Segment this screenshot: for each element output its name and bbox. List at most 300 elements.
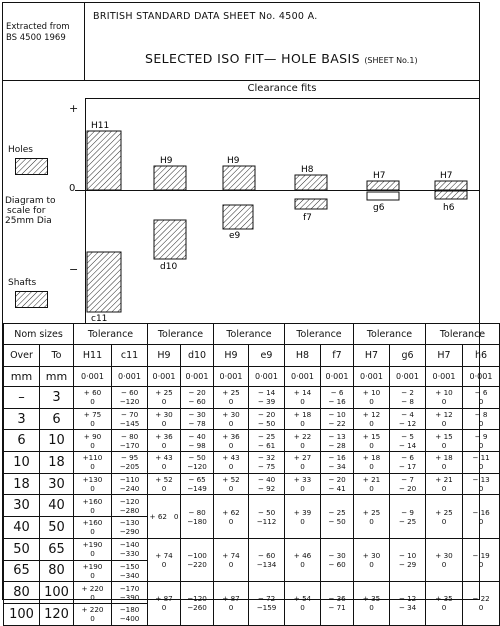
tolerance-value: + 30 0 <box>435 551 453 569</box>
tolerance-value: − 25 − 61 <box>257 431 276 450</box>
col-g6: g6 <box>390 345 426 367</box>
tolerance-cell <box>463 452 500 474</box>
over-cell: 18 <box>4 473 40 495</box>
unit-cell: 0·001 <box>74 367 112 387</box>
tolerance-value: − 6 − 16 <box>328 388 346 407</box>
col-h6: h6 <box>463 345 500 367</box>
tolerance-cell <box>74 452 112 474</box>
tolerance-cell <box>354 408 390 430</box>
tolerance-cell <box>426 473 463 495</box>
col-H9b: H9 <box>214 345 249 367</box>
to-cell: 100 <box>40 582 74 604</box>
tolerance-cell <box>390 387 426 409</box>
tolerance-cell <box>181 495 214 538</box>
tolerance-value: − 5 − 14 <box>398 431 417 450</box>
tolerance-cell <box>463 408 500 430</box>
tolerance-cell <box>148 538 181 581</box>
tolerance-value: + 75 0 <box>83 410 102 429</box>
col-H7b: H7 <box>426 345 463 367</box>
over-cell: 80 <box>4 582 40 604</box>
tolerance-cell <box>463 495 500 538</box>
tolerance-value: + 52 0 <box>222 475 240 494</box>
tolerance-cell <box>321 430 354 452</box>
tolerance-cell <box>463 538 500 581</box>
plus-sign: + <box>69 102 79 115</box>
tolerance-value: + 10 0 <box>435 388 453 407</box>
to-cell: 3 <box>40 387 74 409</box>
tolerance-cell <box>74 408 112 430</box>
tolerance-cell <box>148 473 181 495</box>
table-row <box>4 582 500 604</box>
tolerance-value: + 15 0 <box>435 431 453 450</box>
tolerance-cell <box>426 495 463 538</box>
tolerance-value: +190 0 <box>82 540 103 559</box>
tolerance-value: + 18 0 <box>293 410 312 429</box>
tolerance-value: −180 −400 <box>119 605 140 624</box>
col-f7: f7 <box>321 345 354 367</box>
tolerance-cell <box>321 582 354 625</box>
tolerance-cell <box>463 473 500 495</box>
tolerance-cell <box>354 473 390 495</box>
tolerance-value: + 46 0 <box>293 551 312 569</box>
tolerance-cell <box>74 387 112 409</box>
bar-c11 <box>87 252 121 312</box>
tolerance-cell <box>285 495 321 538</box>
table-row <box>4 538 500 560</box>
to-cell: 30 <box>40 473 74 495</box>
tolerance-header-3: Tolerance <box>214 324 285 345</box>
header-row-1 <box>4 324 500 345</box>
tolerance-value: + 10 0 <box>362 388 381 407</box>
tolerance-value: + 30 0 <box>222 410 240 429</box>
zero-label: 0 <box>69 183 76 194</box>
sheet-number: (SHEET No.1) <box>364 56 418 65</box>
tolerance-value: + 25 0 <box>362 507 381 526</box>
tolerance-cell <box>285 473 321 495</box>
unit-cell: 0·001 <box>463 367 500 387</box>
tolerance-header-1: Tolerance <box>74 324 148 345</box>
tolerance-cell <box>214 495 249 538</box>
tolerance-value: −110 −240 <box>119 475 140 494</box>
tolerance-cell <box>181 387 214 409</box>
tolerance-cell <box>249 452 285 474</box>
tolerance-value: − 20 − 41 <box>328 475 346 494</box>
extract-line-1: Extracted from <box>6 22 70 32</box>
tolerance-value: +160 0 <box>82 496 103 515</box>
unit-cell: 0·001 <box>285 367 321 387</box>
tolerance-cell <box>181 473 214 495</box>
table-row <box>4 495 500 517</box>
tolerance-header-4: Tolerance <box>285 324 354 345</box>
table-row <box>4 408 500 430</box>
over-cell: 10 <box>4 452 40 474</box>
tolerance-value: − 80 −180 <box>187 507 207 526</box>
tolerance-value: + 60 0 <box>83 388 102 407</box>
tolerance-value: − 72 −159 <box>256 594 277 613</box>
tolerance-cell <box>74 538 112 560</box>
tolerance-value: + 12 0 <box>362 410 381 429</box>
tolerance-value: − 4 − 12 <box>398 410 417 429</box>
tolerance-cell <box>74 517 112 539</box>
bar-H9a <box>154 166 186 190</box>
tolerance-cell <box>463 582 500 625</box>
to-cell: 120 <box>40 603 74 625</box>
tolerance-cell <box>148 387 181 409</box>
table-row <box>4 387 500 409</box>
tolerance-value: + 30 0 <box>155 410 173 429</box>
mm-to: mm <box>40 367 74 387</box>
tolerance-cell <box>426 582 463 625</box>
tolerance-value: − 6 0 <box>474 388 488 407</box>
over-cell: 3 <box>4 408 40 430</box>
table-row <box>4 430 500 452</box>
tolerance-cell <box>74 560 112 582</box>
tolerance-cell <box>148 452 181 474</box>
tolerance-cell <box>285 430 321 452</box>
tolerance-cell <box>285 387 321 409</box>
tolerance-cell <box>390 495 426 538</box>
tolerance-value: + 30 0 <box>362 551 381 569</box>
tolerance-cell <box>181 430 214 452</box>
tolerance-cell <box>249 582 285 625</box>
tolerance-cell <box>390 473 426 495</box>
tolerance-value: −170 −390 <box>119 583 140 602</box>
tolerance-value: −150 −340 <box>119 561 140 580</box>
diagram-note-1: Diagram to <box>5 196 56 206</box>
tolerance-cell <box>112 473 148 495</box>
tolerance-cell <box>214 408 249 430</box>
tolerance-table <box>3 323 500 626</box>
diagram-note-2: scale for <box>7 206 46 216</box>
extract-note <box>3 3 85 80</box>
label-H8: H8 <box>301 165 314 175</box>
tolerance-value: +110 0 <box>82 453 103 472</box>
tolerance-cell <box>426 430 463 452</box>
bar-f7 <box>295 199 327 209</box>
tolerance-cell <box>426 387 463 409</box>
over-cell: 40 <box>4 517 40 539</box>
tolerance-cell <box>285 408 321 430</box>
to-cell: 6 <box>40 408 74 430</box>
tolerance-cell <box>148 495 181 538</box>
unit-cell: 0·001 <box>112 367 148 387</box>
tolerance-cell <box>112 603 148 625</box>
tolerance-cell <box>74 582 112 604</box>
tolerance-value: + 52 0 <box>155 475 173 494</box>
tolerance-value: + 220 0 <box>81 605 104 624</box>
tolerance-value: +130 0 <box>82 475 103 494</box>
to-cell: 50 <box>40 517 74 539</box>
tolerance-cell <box>321 387 354 409</box>
tolerance-value: + 90 0 <box>83 431 102 450</box>
tolerance-value: + 18 0 <box>435 453 453 472</box>
tolerance-cell <box>214 538 249 581</box>
to-cell: 40 <box>40 495 74 517</box>
tolerance-cell <box>249 408 285 430</box>
tolerance-value: + 25 0 <box>155 388 173 407</box>
tolerance-value: + 220 0 <box>81 583 104 602</box>
bar-d10 <box>154 220 186 259</box>
tolerance-cell <box>112 452 148 474</box>
label-c11: c11 <box>91 314 108 324</box>
tolerance-cell <box>112 408 148 430</box>
sheet-header <box>85 3 479 66</box>
over-cell: 50 <box>4 538 40 560</box>
tolerance-cell <box>112 582 148 604</box>
tolerance-value: + 33 0 <box>293 475 312 494</box>
col-H7a: H7 <box>354 345 390 367</box>
col-c11: c11 <box>112 345 148 367</box>
tolerance-cell <box>390 430 426 452</box>
unit-cell: 0·001 <box>321 367 354 387</box>
tolerance-cell <box>214 387 249 409</box>
tolerance-value: +160 0 <box>82 518 103 537</box>
tolerance-cell <box>214 473 249 495</box>
data-sheet <box>2 2 493 624</box>
bar-H7b <box>435 181 467 190</box>
bar-h6 <box>435 191 467 199</box>
clearance-fits-title: Clearance fits <box>247 83 317 94</box>
unit-cell: 0·001 <box>181 367 214 387</box>
tolerance-cell <box>390 452 426 474</box>
tolerance-cell <box>321 473 354 495</box>
tolerance-value: − 30 − 78 <box>188 410 206 429</box>
label-H11: H11 <box>91 121 110 131</box>
tolerance-cell <box>74 495 112 517</box>
tolerance-value: + 27 0 <box>293 453 312 472</box>
unit-cell: 0·001 <box>148 367 181 387</box>
tolerance-value: + 25 0 <box>222 388 240 407</box>
over-cell: 30 <box>4 495 40 517</box>
to-cell: 65 <box>40 538 74 560</box>
tolerance-cell <box>74 473 112 495</box>
tolerance-value: − 14 − 39 <box>257 388 276 407</box>
tolerance-value: − 9 0 <box>474 431 488 450</box>
holes-label: Holes <box>8 145 34 155</box>
units-row <box>4 367 500 387</box>
col-H9a: H9 <box>148 345 181 367</box>
tolerance-value: + 22 0 <box>293 431 312 450</box>
tolerance-cell <box>463 430 500 452</box>
tolerance-value: + 62 0 <box>149 512 179 522</box>
tolerance-cell <box>354 495 390 538</box>
col-d10: d10 <box>181 345 214 367</box>
col-e9: e9 <box>249 345 285 367</box>
standard-number: BRITISH STANDARD DATA SHEET No. 4500 A. <box>93 11 318 22</box>
tolerance-header-2: Tolerance <box>148 324 214 345</box>
tolerance-value: − 13 − 28 <box>328 431 346 450</box>
nom-sizes-header: Nom sizes <box>4 324 74 345</box>
tolerance-value: − 20 − 50 <box>257 410 276 429</box>
tolerance-cell <box>321 495 354 538</box>
tolerance-cell <box>390 408 426 430</box>
tolerance-cell <box>390 582 426 625</box>
tolerance-cell <box>426 408 463 430</box>
tolerance-value: + 35 0 <box>435 594 453 613</box>
tolerance-value: − 8 0 <box>474 410 488 429</box>
tolerance-value: − 16 − 34 <box>328 453 346 472</box>
label-g6: g6 <box>373 203 385 213</box>
over-cell: – <box>4 387 40 409</box>
tolerance-cell <box>112 495 148 517</box>
tolerance-cell <box>112 560 148 582</box>
tolerance-value: −100 −220 <box>187 551 207 569</box>
tolerance-cell <box>181 408 214 430</box>
tolerance-cell <box>285 582 321 625</box>
label-H7b: H7 <box>440 171 453 181</box>
tolerance-value: + 54 0 <box>293 594 312 613</box>
tolerance-value: − 70 −145 <box>119 410 140 429</box>
tolerance-value: − 6 − 17 <box>398 453 417 472</box>
tolerance-cell <box>354 452 390 474</box>
tolerance-cell <box>354 538 390 581</box>
bar-e9 <box>223 205 253 229</box>
tolerance-value: + 43 0 <box>222 453 240 472</box>
tolerance-diagram <box>3 98 479 323</box>
col-H11: H11 <box>74 345 112 367</box>
tolerance-value: −120 −280 <box>119 496 140 515</box>
tolerance-cell <box>181 452 214 474</box>
extract-line-2: BS 4500 1969 <box>6 33 66 43</box>
tolerance-value: − 13 0 <box>472 475 490 494</box>
over-cell: 65 <box>4 560 40 582</box>
tolerance-value: + 43 0 <box>155 453 173 472</box>
tolerance-value: + 21 0 <box>435 475 453 494</box>
minus-sign: − <box>69 263 79 276</box>
tolerance-value: − 50 −112 <box>256 507 277 526</box>
mm-over: mm <box>4 367 40 387</box>
tolerance-cell <box>354 582 390 625</box>
tolerance-cell <box>463 387 500 409</box>
tolerance-cell <box>112 538 148 560</box>
table-row <box>4 452 500 474</box>
title-text: SELECTED ISO FIT— HOLE BASIS <box>145 51 360 66</box>
unit-cell: 0·001 <box>426 367 463 387</box>
tolerance-value: − 2 − 8 <box>401 388 414 407</box>
tolerance-value: − 32 − 75 <box>257 453 276 472</box>
unit-cell: 0·001 <box>249 367 285 387</box>
over-cell: 100 <box>4 603 40 625</box>
tolerance-value: −120 −260 <box>187 594 207 613</box>
tolerance-value: − 50 −120 <box>187 453 207 472</box>
tolerance-cell <box>390 538 426 581</box>
tolerance-cell <box>181 538 214 581</box>
tolerance-cell <box>214 582 249 625</box>
to-cell: 10 <box>40 430 74 452</box>
bar-H9b <box>223 166 255 190</box>
tolerance-cell <box>148 430 181 452</box>
bar-g6 <box>367 192 399 200</box>
col-H8: H8 <box>285 345 321 367</box>
tolerance-header-5: Tolerance <box>354 324 426 345</box>
to-cell: 80 <box>40 560 74 582</box>
label-H9a: H9 <box>160 156 173 166</box>
header-row-2 <box>4 345 500 367</box>
tolerance-value: + 87 0 <box>155 594 173 613</box>
tolerance-cell <box>285 538 321 581</box>
tolerance-cell <box>112 387 148 409</box>
tolerance-value: + 21 0 <box>362 475 381 494</box>
tolerance-cell <box>426 452 463 474</box>
tolerance-value: − 12 − 34 <box>398 594 417 613</box>
tolerance-value: + 74 0 <box>155 551 173 569</box>
tolerance-value: + 87 0 <box>222 594 240 613</box>
tolerance-cell <box>214 430 249 452</box>
tolerance-value: + 36 0 <box>222 431 240 450</box>
tolerance-value: − 11 0 <box>472 453 490 472</box>
over-cell: 6 <box>4 430 40 452</box>
tolerance-cell <box>249 387 285 409</box>
label-e9: e9 <box>229 231 241 241</box>
tolerance-cell <box>249 473 285 495</box>
bar-H11 <box>87 131 121 190</box>
tolerance-value: − 9 − 25 <box>398 507 417 526</box>
diagram-note-3: 25mm Dia <box>5 216 52 226</box>
tolerance-cell <box>321 452 354 474</box>
tolerance-cell <box>148 582 181 625</box>
tolerance-value: − 60 −134 <box>256 551 277 569</box>
tolerance-value: − 10 − 22 <box>328 410 346 429</box>
label-h6: h6 <box>443 203 455 213</box>
shafts-label: Shafts <box>8 278 37 288</box>
to-cell: 18 <box>40 452 74 474</box>
sheet-title <box>145 51 418 66</box>
tolerance-cell <box>249 538 285 581</box>
tolerance-cell <box>354 430 390 452</box>
tolerance-value: − 22 0 <box>472 594 490 613</box>
tolerance-value: + 36 0 <box>155 431 173 450</box>
tolerance-cell <box>214 452 249 474</box>
tolerance-cell <box>321 408 354 430</box>
tolerance-header-6: Tolerance <box>426 324 500 345</box>
tolerance-value: − 60 −120 <box>119 388 140 407</box>
tolerance-cell <box>148 408 181 430</box>
label-H7a: H7 <box>373 171 386 181</box>
tolerance-cell <box>285 452 321 474</box>
tolerance-cell <box>249 430 285 452</box>
tolerance-value: − 95 −205 <box>119 453 140 472</box>
tolerance-value: +190 0 <box>82 561 103 580</box>
tolerance-value: + 62 0 <box>222 507 240 526</box>
to-header: To <box>40 345 74 367</box>
tolerance-value: −130 −290 <box>119 518 140 537</box>
bar-H7a <box>367 181 399 190</box>
tolerance-value: + 18 0 <box>362 453 381 472</box>
tolerance-value: + 74 0 <box>222 551 240 569</box>
tolerance-value: − 36 − 71 <box>328 594 346 613</box>
tolerance-value: − 16 0 <box>472 507 490 526</box>
tolerance-cell <box>321 538 354 581</box>
over-header: Over <box>4 345 40 367</box>
tolerance-value: − 19 0 <box>472 551 490 569</box>
tolerance-cell <box>354 387 390 409</box>
tolerance-cell <box>74 603 112 625</box>
tolerance-value: − 25 − 50 <box>328 507 346 526</box>
tolerance-value: + 25 0 <box>435 507 453 526</box>
tolerance-cell <box>112 517 148 539</box>
tolerance-value: − 30 − 60 <box>328 551 346 569</box>
tolerance-cell <box>249 495 285 538</box>
tolerance-value: − 7 − 20 <box>398 475 417 494</box>
tolerance-value: − 80 −170 <box>119 431 140 450</box>
tolerance-value: −140 −330 <box>119 540 140 559</box>
label-d10: d10 <box>160 262 178 272</box>
tolerance-value: − 65 −149 <box>187 475 207 494</box>
label-f7: f7 <box>303 213 312 223</box>
tolerance-cell <box>112 430 148 452</box>
tolerance-value: + 35 0 <box>362 594 381 613</box>
tolerance-value: − 40 − 98 <box>188 431 206 450</box>
